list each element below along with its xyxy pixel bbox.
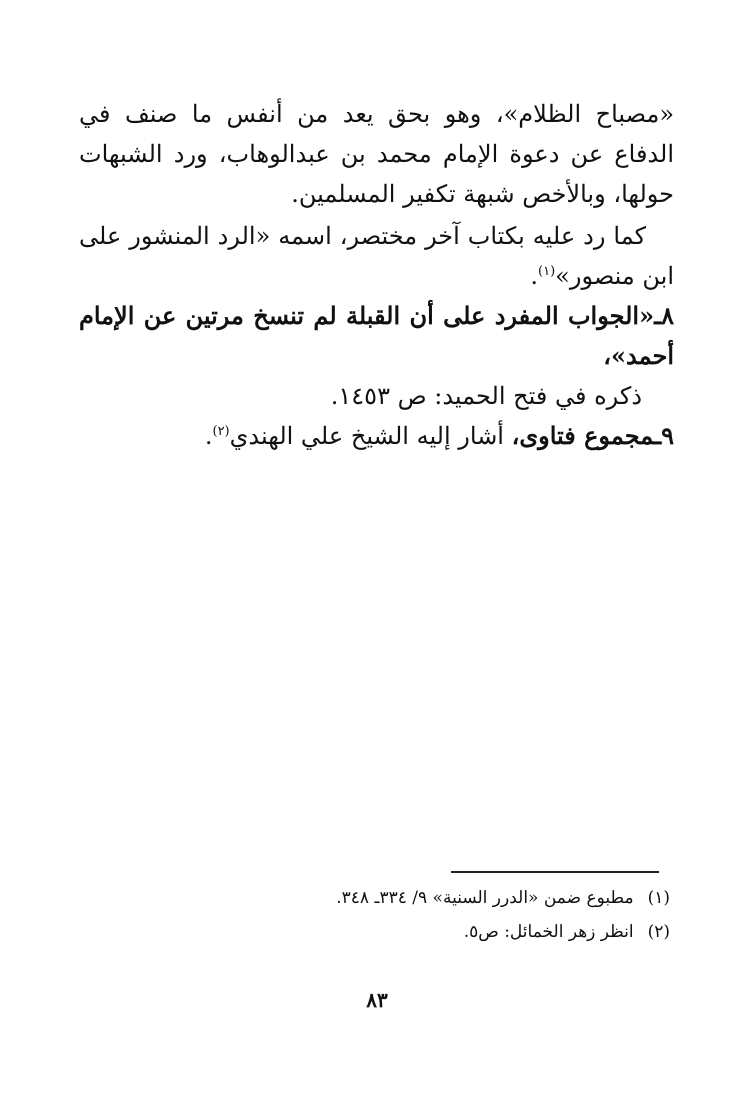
footnote-divider [451,871,659,873]
list-item-8 [79,296,674,416]
item-8-text: ذكره في فتح الحميد: ص ١٤٥٣. [330,382,642,410]
paragraph-2-end: . [530,262,539,290]
item-9-text: أشار إليه الشيخ علي الهندي [229,422,512,450]
page-number: ٨٣ [366,988,388,1012]
item-8-title: «الجواب المفرد على أن القبلة لم تنسخ مرتين عن الإمام أحمد»، [79,301,674,370]
footnote-1-number: (١) [647,888,670,908]
footnote-1 [80,881,670,915]
paragraph-2-text: كما رد عليه بكتاب آخر مختصر، اسمه «الرد المنشور على ابن منصور» [79,222,674,290]
main-text [79,94,674,456]
item-9-title: مجموع فتاوى، [511,421,655,450]
footnote-ref-2: (٢) [212,424,230,439]
item-8-number: ٨ـ [654,301,674,330]
item-9-end: . [204,422,213,450]
footnote-2 [80,915,670,949]
footnote-2-text: انظر زهر الخمائل: ص٥. [463,922,634,942]
footnote-ref-1: (١) [538,264,556,279]
footnotes [80,881,670,949]
footnote-2-number: (٢) [647,922,670,942]
footnote-1-text: مطبوع ضمن «الدرر السنية» ٩/ ٣٣٤ـ ٣٤٨. [336,888,634,908]
item-9-number: ٩ـ [654,421,674,450]
list-item-9 [79,416,674,456]
paragraph-1: «مصباح الظلام»، وهو بحق يعد من أنفس ما صنف في الدفاع عن دعوة الإمام محمد بن عبدالوهاب، ورد الشبهات حولها، وبالأخص شبهة تكفير المسلمين. [79,100,675,208]
paragraph-2 [79,216,674,296]
